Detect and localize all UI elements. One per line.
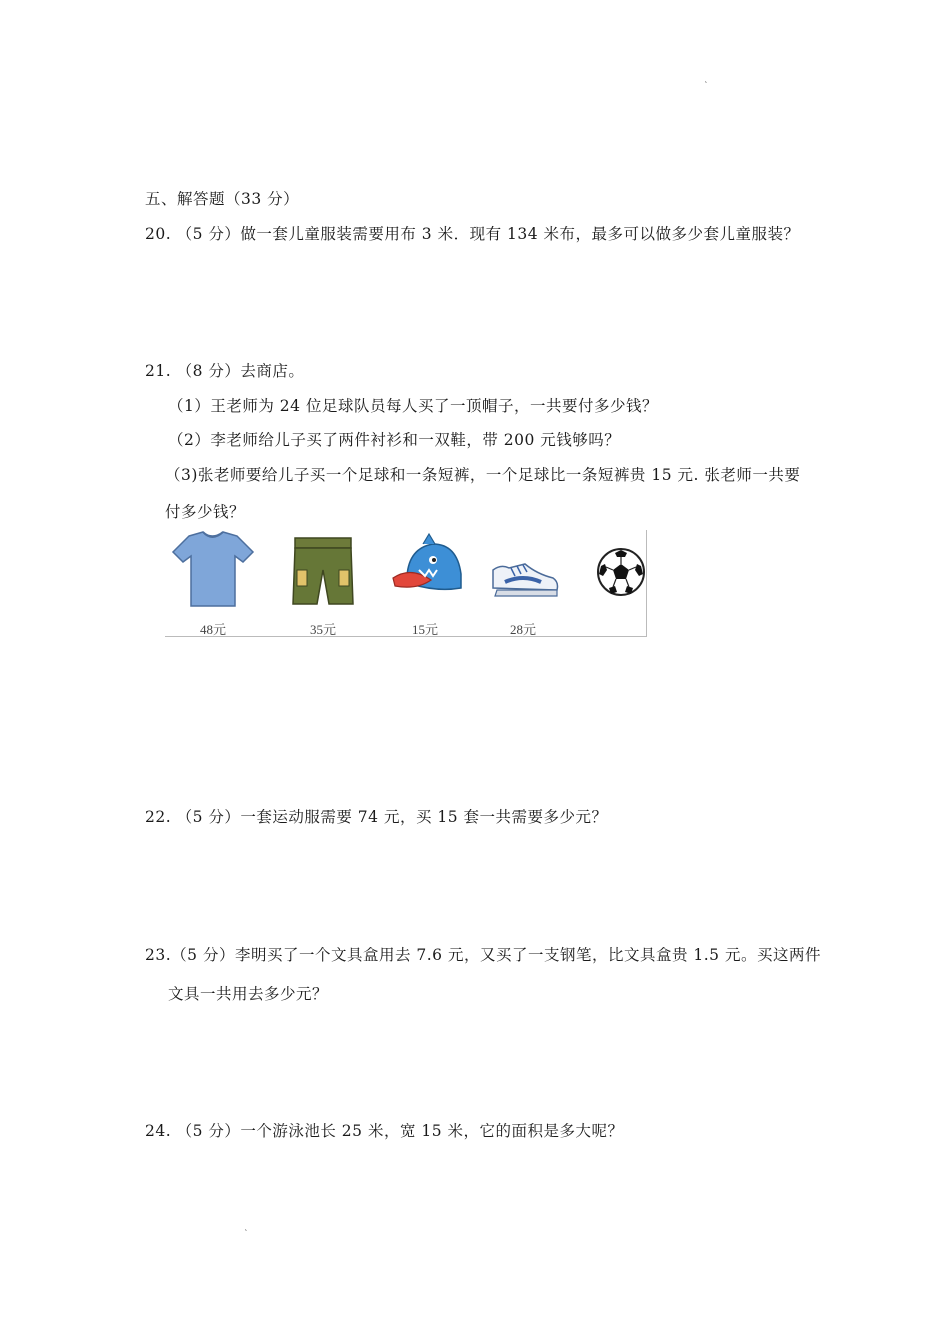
price-label: 28元: [509, 622, 536, 637]
question-20: 20. （5 分）做一套儿童服装需要用布 3 米．现有 134 米布，最多可以做多少套儿童服装？: [145, 225, 800, 243]
question-21: 21. （8 分）去商店。: [145, 362, 305, 380]
price-label: 35元: [309, 622, 336, 637]
question-23: 23.（5 分）李明买了一个文具盒用去 7.6 元，又买了一支钢笔，比文具盒贵 1.5 元。买这两件: [145, 946, 821, 964]
question-21-part-3: （3)张老师要给儿子买一个足球和一条短裤，一个足球比一条短裤贵 15 元. 张老师一共要: [165, 466, 801, 484]
product-shoe: [475, 530, 571, 636]
shorts-icon: [275, 530, 371, 618]
question-21-part-3-cont: 付多少钱？: [165, 503, 246, 521]
question-21-part-1: （1）王老师为 24 位足球队员每人买了一顶帽子，一共要付多少钱？: [168, 397, 658, 415]
question-24: 24. （5 分）一个游泳池长 25 米，宽 15 米，它的面积是多大呢？: [145, 1122, 624, 1140]
question-22: 22. （5 分）一套运动服需要 74 元，买 15 套一共需要多少元？: [145, 808, 608, 826]
product-cap: [377, 530, 473, 636]
soccer-ball-icon: [573, 530, 669, 618]
question-21-part-2: （2）李老师给儿子买了两件衬衫和一双鞋，带 200 元钱够吗？: [168, 431, 621, 449]
product-price-strip: [165, 530, 647, 637]
product-soccer-ball: [573, 530, 669, 636]
shoe-icon: [475, 530, 571, 618]
corner-mark-bottom: ˛: [244, 1222, 248, 1231]
tshirt-icon: [165, 530, 261, 618]
product-shorts: [275, 530, 371, 636]
question-23-cont: 文具一共用去多少元？: [168, 985, 329, 1003]
product-tshirt: [165, 530, 261, 636]
section-title: 五、解答题（33 分）: [145, 190, 300, 208]
price-label: 15元: [411, 622, 438, 637]
corner-mark-top: ˛: [704, 74, 708, 83]
cap-icon: [377, 530, 473, 618]
price-label: 48元: [199, 622, 226, 637]
